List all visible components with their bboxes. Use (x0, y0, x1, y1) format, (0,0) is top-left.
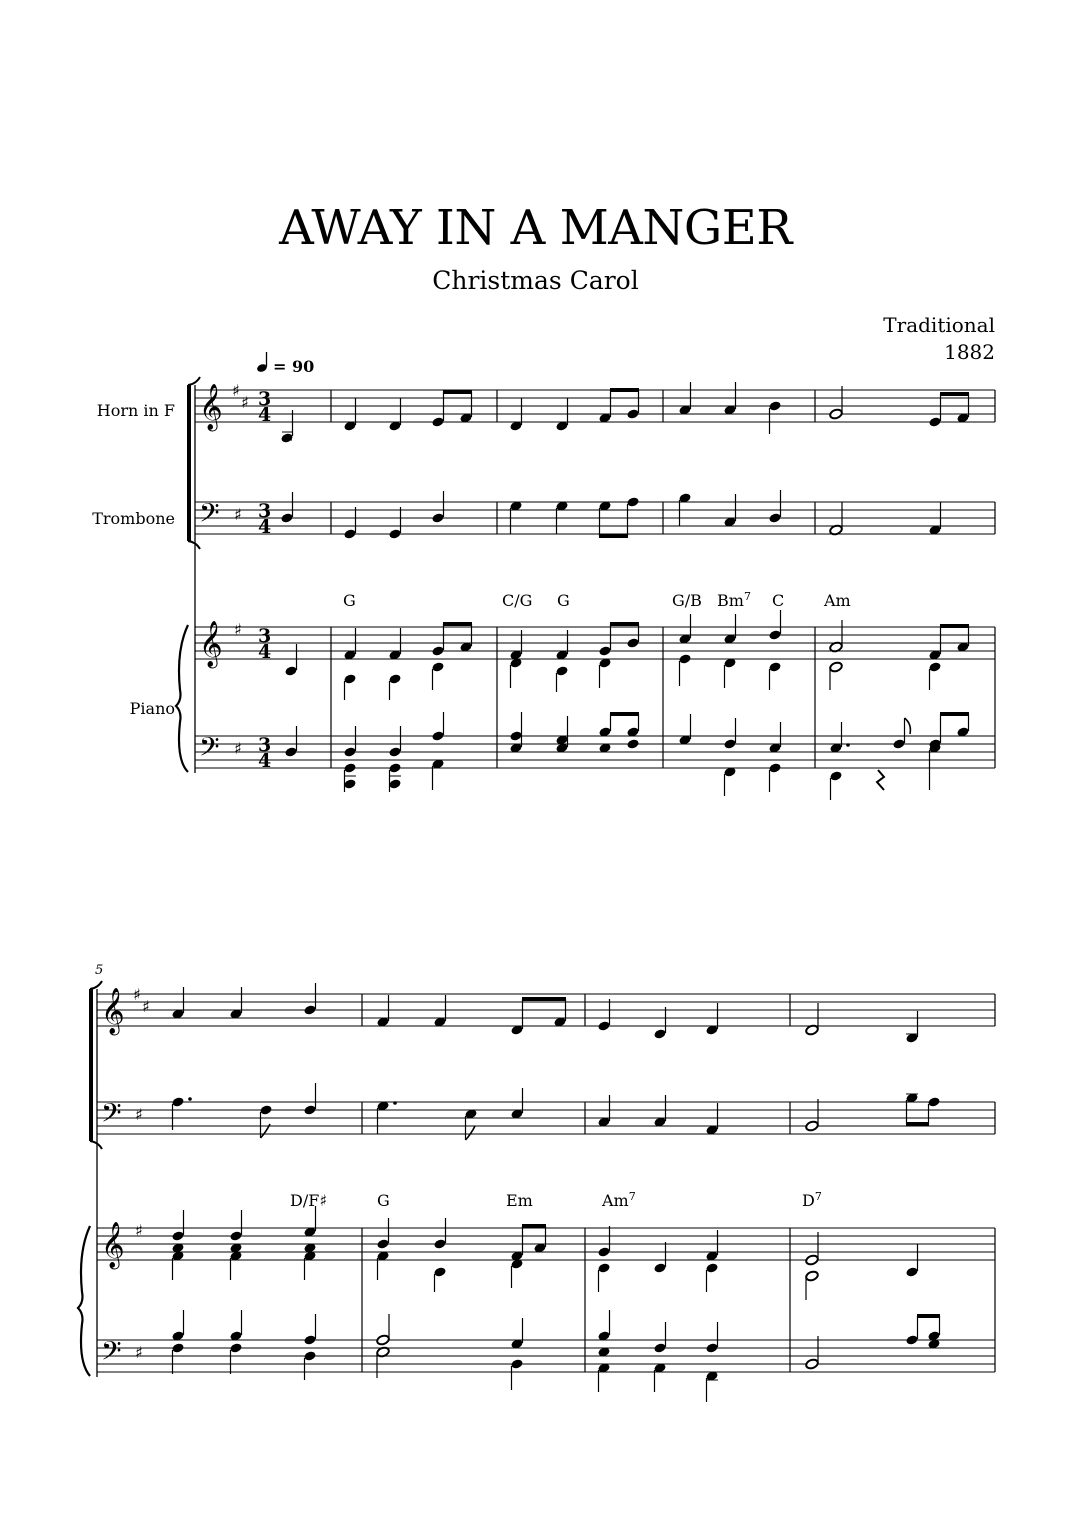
staff-horn (195, 390, 995, 422)
time-sig-top: 3 (258, 500, 272, 522)
time-sig-top: 3 (258, 734, 272, 756)
bass-clef-icon: 𝄢 (101, 1335, 122, 1373)
chord-symbol: G (557, 591, 570, 610)
time-sig-bottom: 4 (258, 750, 272, 772)
treble-clef-icon: 𝄞 (199, 621, 223, 667)
trombone-notes-s2 (171, 1083, 940, 1140)
chord-symbol: Am (824, 591, 851, 610)
sharp-icon: ♯ (232, 381, 240, 400)
chord-symbol: C (772, 591, 785, 610)
year: 1882 (944, 340, 995, 364)
chord-symbol: $D^7$ (802, 1190, 822, 1210)
instrument-name-horn: Horn in F (96, 401, 175, 420)
staff-piano-bass (97, 1340, 995, 1372)
piano-treble-notes-s2 (171, 1206, 918, 1300)
chord-symbol: Bm$^7$ (717, 590, 751, 610)
treble-clef-icon: 𝄞 (101, 1222, 125, 1268)
time-sig-bottom: 4 (258, 641, 272, 663)
staff-trombone (97, 1102, 995, 1134)
instrument-name-piano: Piano (129, 699, 175, 718)
time-sig-top: 3 (258, 388, 272, 410)
treble-clef-icon: 𝄞 (199, 384, 223, 430)
page-subtitle: Christmas Carol (432, 266, 639, 295)
page-title: AWAY IN A MANGER (279, 200, 792, 256)
piano-treble-notes-s1 (284, 610, 969, 700)
composer: Traditional (883, 313, 995, 337)
instrument-name-trombone: Trombone (92, 509, 175, 528)
bracket-hook-bottom (90, 1141, 102, 1149)
staff-piano-bass (195, 736, 995, 768)
bass-clef-icon: 𝄢 (199, 497, 220, 535)
time-sig-top: 3 (258, 625, 272, 647)
chord-symbol: D/F♯ (290, 1191, 328, 1210)
sharp-icon: ♯ (241, 393, 249, 412)
staff-piano-treble (195, 627, 995, 659)
horn-notes-s2 (171, 983, 918, 1044)
chord-symbol: G (343, 591, 356, 610)
sharp-icon: ♯ (135, 1105, 143, 1124)
tempo-marking (256, 352, 314, 376)
time-sig-bottom: 4 (258, 404, 272, 426)
staff-trombone (195, 502, 995, 534)
tempo-text: = 90 (273, 357, 315, 376)
time-sig-bottom: 4 (258, 516, 272, 538)
sharp-icon: ♯ (234, 505, 242, 524)
bracket-hook-bottom (188, 541, 200, 549)
bass-clef-icon: 𝄢 (101, 1097, 122, 1135)
chord-symbol: C/G (502, 591, 533, 610)
horn-notes-s1 (280, 382, 969, 444)
system-1 (92, 352, 995, 800)
sharp-icon: ♯ (135, 1221, 143, 1240)
sharp-icon: ♯ (234, 739, 242, 758)
piano-brace (78, 1226, 90, 1376)
chord-symbol: G (377, 1191, 390, 1210)
bass-clef-icon: 𝄢 (199, 731, 220, 769)
chord-symbol: Em (506, 1191, 533, 1210)
sharp-icon: ♯ (234, 620, 242, 639)
treble-clef-icon: 𝄞 (101, 988, 125, 1034)
system-2 (78, 963, 995, 1402)
sharp-icon: ♯ (133, 985, 141, 1004)
measure-number: 5 (95, 963, 104, 978)
barlines (362, 994, 995, 1372)
trombone-notes-s1 (280, 490, 941, 540)
sharp-icon: ♯ (135, 1343, 143, 1362)
piano-bass-notes-s1 (284, 712, 969, 800)
chord-symbol: Am$^7$ (602, 1190, 636, 1210)
sharp-icon: ♯ (142, 997, 150, 1016)
barlines (331, 390, 995, 768)
piano-brace (176, 625, 188, 772)
chord-symbol: G/B (672, 591, 702, 610)
